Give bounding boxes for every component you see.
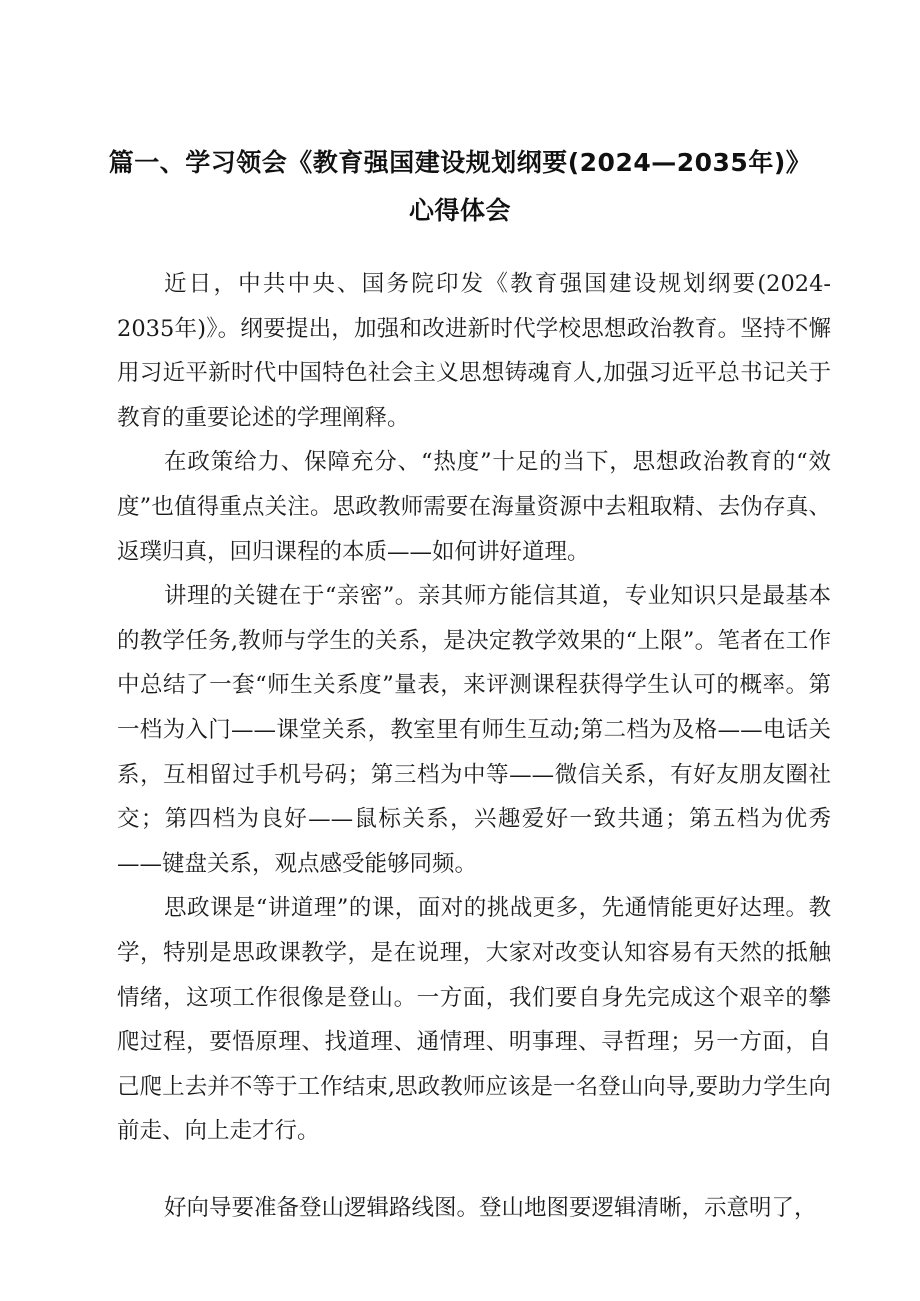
paragraph-2: 在政策给力、保障充分、“热度”十足的当下，思想政治教育的“效度”也值得重点关注。思政教师需要在海量资源中去粗取精、去伪存真、返璞归真，回归课程的本质——如何讲好道理。 bbox=[117, 449, 831, 565]
document-subtitle: 心得体会 bbox=[408, 196, 511, 225]
document-title: 篇一、学习领会《教育强国建设规划纲要(2024—2035年)》 bbox=[108, 148, 812, 177]
document-body bbox=[117, 262, 831, 1230]
paragraph-spacer bbox=[117, 1154, 831, 1186]
paragraph-1: 近日，中共中央、国务院印发《教育强国建设规划纲要(2024-2035年)》。纲要提出，加强和改进新时代学校思想政治教育。坚持不懈用习近平新时代中国特色社会主义思想铸魂育人,加强习近平总书记关于教育的重要论述的学理阐释。 bbox=[117, 271, 831, 431]
paragraph-4: 思政课是“讲道理”的课，面对的挑战更多，先通情能更好达理。教学，特别是思政课教学，是在说理，大家对改变认知容易有天然的抵触情绪，这项工作很像是登山。一方面，我们要自身先完成这个艰辛的攀爬过程，要悟原理、找道理、通情理、明事理、寻哲理；另一方面，自己爬上去并不等于工作结束,思政教师应该是一名登山向导,要助力学生向前走、向上走才行。 bbox=[117, 895, 831, 1145]
paragraph-5: 好向导要准备登山逻辑路线图。登山地图要逻辑清晰，示意明了， bbox=[164, 1194, 817, 1221]
paragraph-3: 讲理的关键在于“亲密”。亲其师方能信其道，专业知识只是最基本的教学任务,教师与学生的关系，是决定教学效果的“上限”。笔者在工作中总结了一套“师生关系度”量表，来评测课程获得学生认可的概率。第一档为入门——课堂关系，教室里有师生互动;第二档为及格——电话关系，互相留过手机号码；第三档为中等——微信关系，有好友朋友圈社交；第四档为良好——鼠标关系，兴趣爱好一致共通；第五档为优秀——键盘关系，观点感受能够同频。 bbox=[117, 583, 831, 877]
